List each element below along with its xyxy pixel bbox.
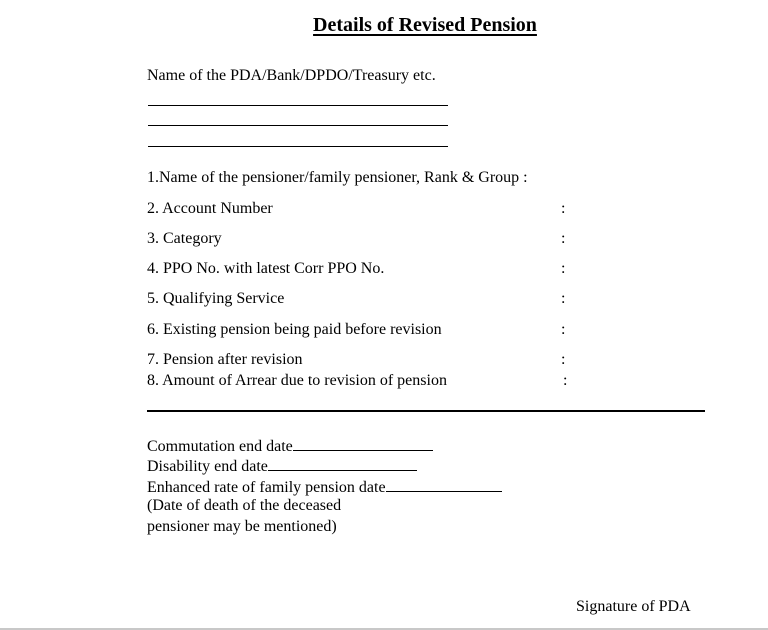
enhanced-rate-date-row: [147, 476, 502, 498]
pda-name-blank-line: [148, 105, 448, 106]
commutation-end-date-blank: [293, 435, 433, 451]
item-qualifying-service: 5. Qualifying Service: [147, 290, 285, 307]
pda-name-blank-line: [148, 125, 448, 126]
disability-end-date-row: [147, 455, 417, 477]
section-divider: [147, 410, 705, 412]
pda-name-label: Name of the PDA/Bank/DPDO/Treasury etc.: [147, 67, 436, 84]
item-arrear-amount: 8. Amount of Arrear due to revision of pension: [147, 372, 447, 389]
enhanced-rate-date-label: Enhanced rate of family pension date: [147, 479, 386, 496]
item-colon: :: [563, 372, 568, 389]
commutation-end-date-label: Commutation end date: [147, 438, 293, 455]
commutation-end-date-row: [147, 435, 433, 457]
item-colon: :: [561, 290, 566, 307]
enhanced-rate-date-blank: [386, 476, 502, 492]
disability-end-date-label: Disability end date: [147, 458, 268, 475]
item-existing-pension: 6. Existing pension being paid before revision: [147, 321, 442, 338]
item-colon: :: [561, 200, 566, 217]
disability-end-date-blank: [268, 455, 417, 471]
item-colon: :: [561, 321, 566, 338]
item-pension-after-revision: 7. Pension after revision: [147, 351, 303, 368]
death-date-note-line-2: pensioner may be mentioned): [147, 518, 337, 535]
item-colon: :: [561, 230, 566, 247]
signature-label: Signature of PDA: [576, 598, 691, 615]
item-colon: :: [561, 351, 566, 368]
item-category: 3. Category: [147, 230, 222, 247]
item-colon: :: [561, 260, 566, 277]
item-pensioner-name: 1.Name of the pensioner/family pensioner, Rank & Group :: [147, 169, 528, 186]
form-title: Details of Revised Pension: [313, 14, 537, 36]
item-account-number: 2. Account Number: [147, 200, 273, 217]
pda-name-blank-line: [148, 146, 448, 147]
death-date-note-line-1: (Date of death of the deceased: [147, 497, 342, 514]
item-ppo-number: 4. PPO No. with latest Corr PPO No.: [147, 260, 385, 277]
